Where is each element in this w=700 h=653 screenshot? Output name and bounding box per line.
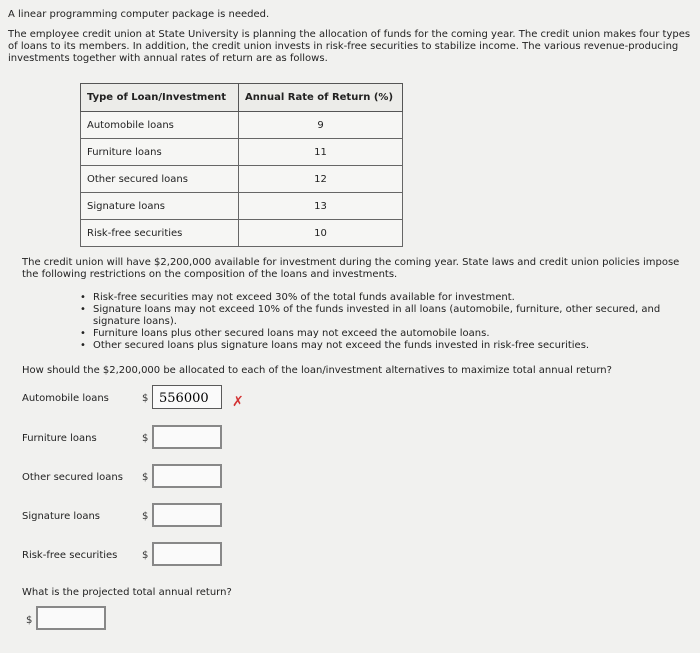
- return-rate: 12: [239, 166, 403, 193]
- restriction-item: • Furniture loans plus other secured loans may not exceed the automobile loans.: [80, 328, 672, 340]
- loan-type: Furniture loans: [81, 139, 239, 166]
- loan-type: Signature loans: [81, 193, 239, 220]
- currency-symbol: $: [142, 472, 149, 483]
- table-row: [81, 166, 403, 193]
- field-label-automobile: Automobile loans: [22, 393, 109, 404]
- currency-symbol: $: [26, 615, 33, 626]
- field-label-furniture: Furniture loans: [22, 433, 97, 444]
- col-header-type: Type of Loan/Investment: [81, 84, 239, 112]
- restriction-item: • Signature loans may not exceed 10% of the funds invested in all loans (automobile, furniture, other secured, and signature loans).: [80, 304, 672, 328]
- restrictions-list: [80, 292, 672, 352]
- table-row: [81, 139, 403, 166]
- table-row: [81, 220, 403, 247]
- intro-text: A linear programming computer package is needed.: [8, 9, 270, 20]
- table-header-row: [81, 84, 403, 112]
- col-header-rate: Annual Rate of Return (%): [239, 84, 403, 112]
- field-label-risk-free: Risk-free securities: [22, 550, 118, 561]
- currency-symbol: $: [142, 433, 149, 444]
- restriction-item: • Risk-free securities may not exceed 30% of the total funds available for investment.: [80, 292, 672, 304]
- return-rate: 9: [239, 112, 403, 139]
- field-label-other-secured: Other secured loans: [22, 472, 123, 483]
- total-return-input[interactable]: [36, 606, 106, 630]
- loan-type: Other secured loans: [81, 166, 239, 193]
- restriction-item: • Other secured loans plus signature loans may not exceed the funds invested in risk-free securities.: [80, 340, 672, 352]
- table-row: [81, 193, 403, 220]
- return-rate: 13: [239, 193, 403, 220]
- field-label-signature: Signature loans: [22, 511, 100, 522]
- currency-symbol: $: [142, 393, 149, 404]
- signature-loans-input[interactable]: [152, 503, 222, 527]
- table-row: [81, 112, 403, 139]
- loan-type: Automobile loans: [81, 112, 239, 139]
- automobile-loans-input[interactable]: [152, 385, 222, 409]
- risk-free-securities-input[interactable]: [152, 542, 222, 566]
- funds-text: The credit union will have $2,200,000 available for investment during the coming year. State laws and credit union policies impose the following restrictions on the composition of the loans and investments.: [22, 257, 680, 280]
- return-rate: 11: [239, 139, 403, 166]
- other-secured-loans-input[interactable]: [152, 464, 222, 488]
- return-rate: 10: [239, 220, 403, 247]
- furniture-loans-input[interactable]: [152, 425, 222, 449]
- allocation-prompt: How should the $2,200,000 be allocated to each of the loan/investment alternatives to maximize total annual return?: [22, 365, 612, 376]
- incorrect-icon: ✗: [232, 394, 244, 410]
- currency-symbol: $: [142, 511, 149, 522]
- currency-symbol: $: [142, 550, 149, 561]
- scenario-text: The employee credit union at State University is planning the allocation of funds for the coming year. The credit union makes four types of loans to its members. In addition, the credit union invests in risk-free securities to stabilize income. The various revenue-producing investments together with annual rates of return are as follows.: [8, 29, 691, 64]
- total-return-prompt: What is the projected total annual return?: [22, 587, 232, 598]
- rates-table: [80, 83, 403, 247]
- loan-type: Risk-free securities: [81, 220, 239, 247]
